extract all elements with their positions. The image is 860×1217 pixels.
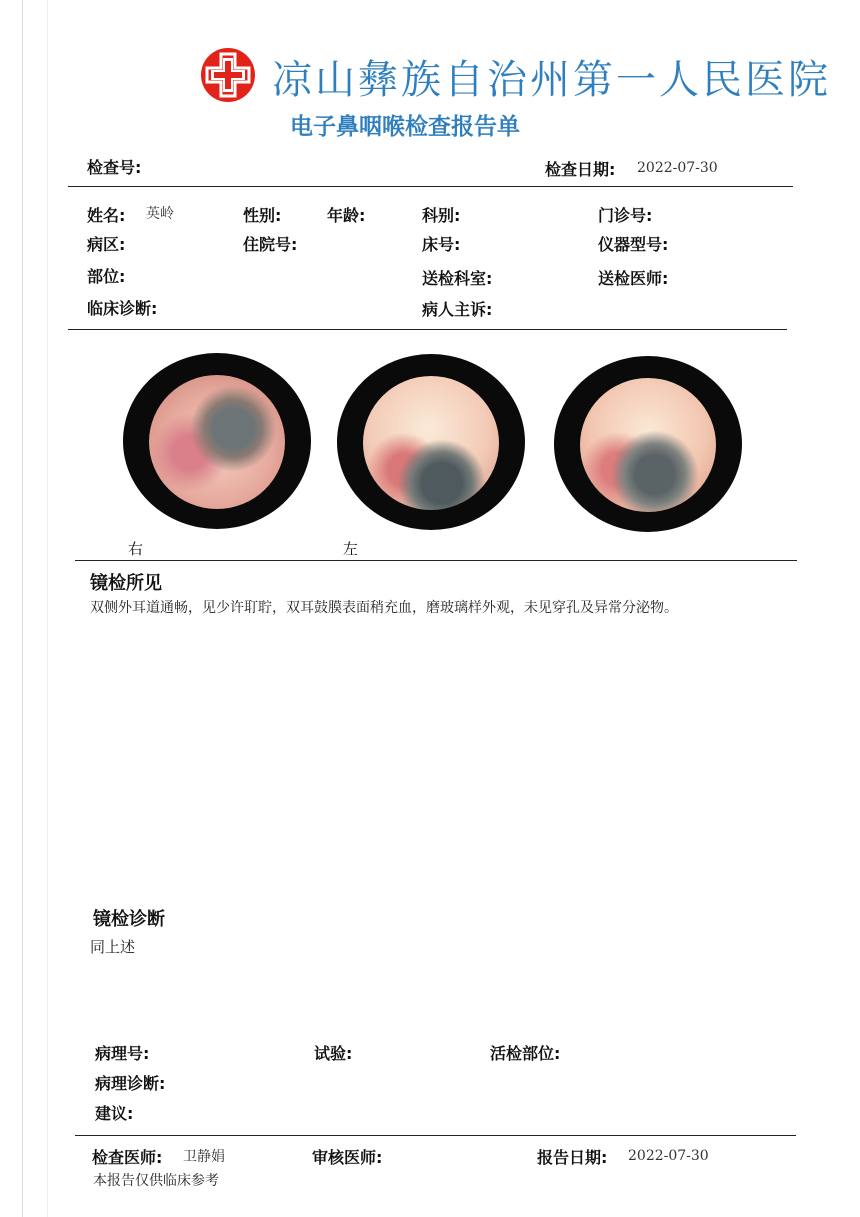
pathology-no-label: 病理号: xyxy=(95,1044,150,1063)
scan-edge xyxy=(47,0,48,1217)
diagnosis-title: 镜检诊断 xyxy=(93,909,165,930)
right-side-label: 右 xyxy=(128,540,144,558)
device-model-label: 仪器型号: xyxy=(598,235,669,254)
send-doctor-label: 送检医师: xyxy=(598,269,669,288)
biopsy-site-label: 活检部位: xyxy=(490,1044,561,1063)
exam-date-label: 检查日期: xyxy=(545,160,616,179)
report-date-label: 报告日期: xyxy=(537,1148,608,1167)
send-dept-label: 送检科室: xyxy=(422,269,493,288)
test-label: 试验: xyxy=(314,1044,353,1063)
endoscope-image-3 xyxy=(554,356,742,532)
outpatient-no-label: 门诊号: xyxy=(598,206,653,225)
red-cross-logo-icon xyxy=(199,46,257,104)
name-value: 英岭 xyxy=(146,206,174,222)
divider xyxy=(68,329,787,330)
exam-no-label: 检查号: xyxy=(87,158,142,177)
scan-edge xyxy=(22,0,23,1217)
clinical-diagnosis-label: 临床诊断: xyxy=(87,299,158,318)
exam-doctor-label: 检查医师: xyxy=(92,1148,163,1167)
endoscope-image-right xyxy=(123,353,311,529)
review-doctor-label: 审核医师: xyxy=(312,1148,383,1167)
bed-no-label: 床号: xyxy=(422,235,461,254)
site-label: 部位: xyxy=(87,267,126,286)
pathology-diagnosis-label: 病理诊断: xyxy=(95,1074,166,1093)
ward-label: 病区: xyxy=(87,235,126,254)
divider xyxy=(68,186,793,187)
report-title: 电子鼻咽喉检查报告单 xyxy=(290,114,520,140)
divider xyxy=(75,1135,796,1136)
name-label: 姓名: xyxy=(87,206,126,225)
disclaimer: 本报告仅供临床参考 xyxy=(93,1173,219,1189)
advice-label: 建议: xyxy=(95,1104,134,1123)
divider xyxy=(75,560,797,561)
hospital-name: 凉山彝族自治州第一人民医院 xyxy=(272,57,831,103)
inpatient-no-label: 住院号: xyxy=(243,235,298,254)
gender-label: 性别: xyxy=(243,206,282,225)
diagnosis-text: 同上述 xyxy=(90,938,136,956)
exam-date-value: 2022-07-30 xyxy=(637,160,718,176)
findings-title: 镜检所见 xyxy=(90,573,162,594)
report-date-value: 2022-07-30 xyxy=(628,1148,709,1164)
exam-doctor-value: 卫静娟 xyxy=(183,1149,225,1165)
findings-text: 双侧外耳道通畅，见少许耵聍，双耳鼓膜表面稍充血，磨玻璃样外观，未见穿孔及异常分泌物。 xyxy=(90,600,678,616)
chief-complaint-label: 病人主诉: xyxy=(422,300,493,319)
age-label: 年龄: xyxy=(327,206,366,225)
dept-label: 科别: xyxy=(422,206,461,225)
endoscope-image-left xyxy=(337,354,525,530)
left-side-label: 左 xyxy=(343,540,359,558)
